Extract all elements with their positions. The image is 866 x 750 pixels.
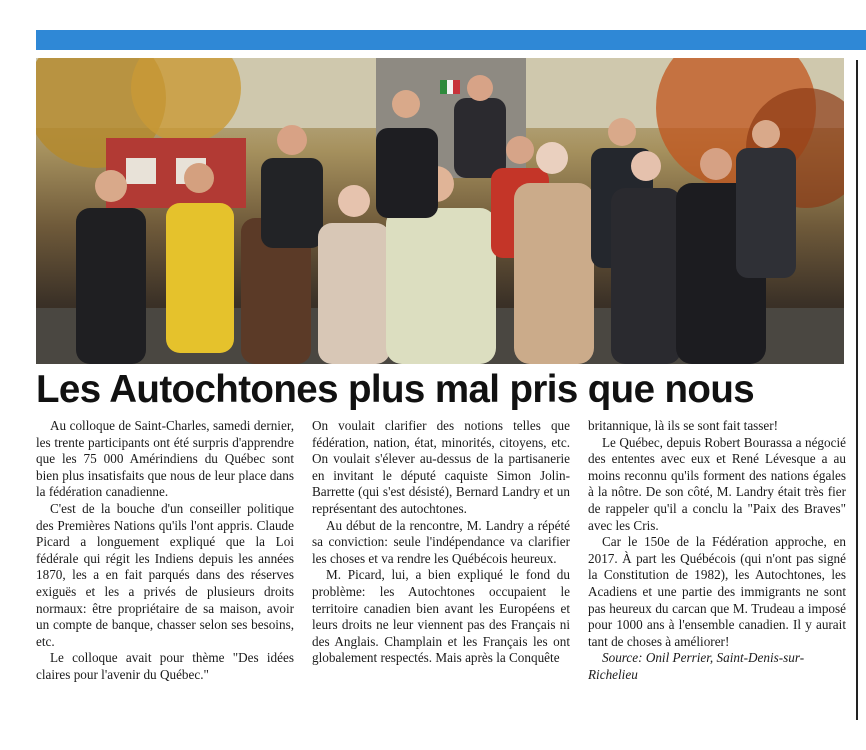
paragraph: britannique, là ils se sont fait tasser! bbox=[588, 418, 779, 433]
paragraph: Le colloque avait pour thème "Des idées claires pour l'avenir du Québec." bbox=[36, 650, 294, 682]
headline: Les Autochtones plus mal pris que nous bbox=[36, 368, 755, 411]
paragraph: Le Québec, depuis Robert Bourassa a négocié des ententes avec eux et René Lévesque a au moins reconnu qu'ils forment des nations égales à la nôtre. De son côté, M. Landry était très fier de rappeler qu'il a conclu la "Paix des Braves" avec les Cris. bbox=[588, 434, 846, 533]
article-body bbox=[36, 418, 848, 718]
paragraph: M. Picard, lui, a bien expliqué le fond du problème: les Autochtones occupaient le territoire canadien bien avant les Européens et leurs droits ne leur viennent pas des Français ni des Anglais. Champlain et les Français les ont globalement respectés. Mais après la Conquête bbox=[312, 567, 570, 666]
column-rule bbox=[856, 60, 858, 720]
paragraph: Car le 150e de la Fédération approche, en 2017. À part les Québécois (qui n'ont pas signé la Constitution de 1982), les Autochtones, les Acadiens et une partie des immigrants ne sont pas heureux du carcan que M. Trudeau a imposé pour 1000 ans à l'ensemble canadien. Il y aurait tant de choses à améliorer! bbox=[588, 534, 846, 649]
paragraph: On voulait clarifier des notions telles que fédération, nation, état, minorités, citoyens, etc. On voulait s'élever au-dessus de la partisanerie en invitant le député caquiste Simon Jolin-Barrette (qui s'est désisté), Bernard Landry et un représentant des autochtones. bbox=[312, 418, 570, 516]
paragraph: Au colloque de Saint-Charles, samedi dernier, les trente participants ont été surpris d'apprendre que les 75 000 Amérindiens du Québec sont bien plus insatisfaits que nous de leur place dans la fédération canadienne. bbox=[36, 418, 294, 500]
source-credit: Source: Onil Perrier, Saint-Denis-sur-Richelieu bbox=[588, 650, 805, 682]
article-column-2 bbox=[312, 418, 570, 718]
group-photo bbox=[36, 58, 844, 364]
article-column-3 bbox=[588, 418, 846, 718]
paragraph: Au début de la rencontre, M. Landry a répété sa conviction: seule l'indépendance va clarifier les choses et va rendre les Québécois heureux. bbox=[312, 517, 570, 566]
article-column-1 bbox=[36, 418, 294, 718]
paragraph: C'est de la bouche d'un conseiller politique des Premières Nations qu'ils l'ont appris. Claude Picard a longuement expliqué que la Loi fédérale qui régit les Indiens depuis les années 1870, les a en fait parqués dans des réserves exiguës et les a privés de plusieurs droits normaux: être propriétaire de sa maison, avoir un compte de banque, chasser selon ses besoins, etc. bbox=[36, 500, 294, 649]
top-color-bar bbox=[36, 30, 866, 50]
